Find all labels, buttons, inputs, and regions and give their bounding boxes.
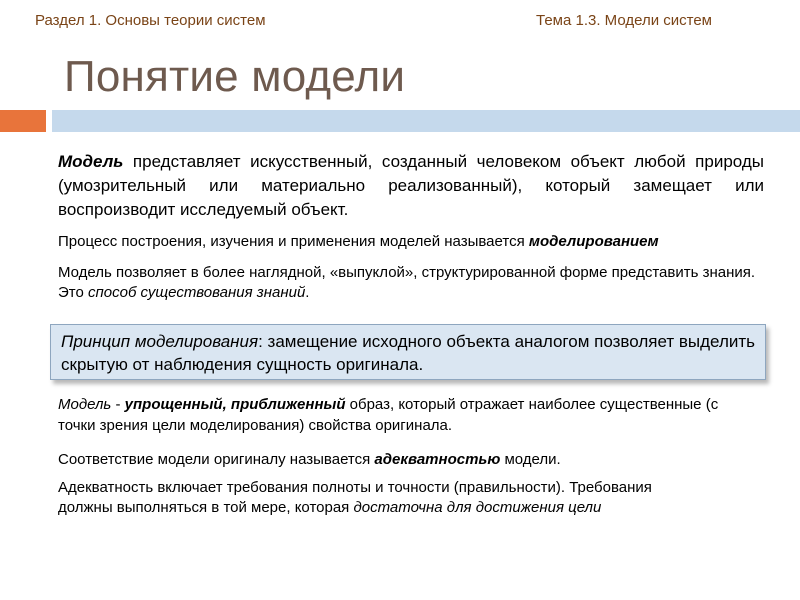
knowledge-italic: способ существования знаний [88, 284, 306, 301]
accent-bar-blue [52, 110, 800, 132]
principle-box [50, 324, 766, 380]
page-title: Понятие модели [64, 52, 406, 101]
simplified-term: упрощенный, приближенный [124, 396, 346, 413]
principle-term: Принцип моделирования [61, 332, 259, 351]
knowledge-end: . [305, 284, 310, 301]
modeling-process-text: Процесс построения, изучения и применения моделей называется [58, 233, 529, 250]
adequacy-end: модели. [500, 451, 561, 468]
principle-text: : замещение исходного объекта аналогом позволяет выделить скрытую от наблюдения сущность оригинала. [61, 332, 756, 374]
adequacy-term: адекватностью [374, 451, 501, 468]
model-definition-text: представляет искусственный, созданный человеком объект любой природы (умозрительный или материально реализованный), который замещает или воспроизводит исследуемый объект. [58, 152, 764, 219]
knowledge-paragraph [58, 263, 758, 303]
topic-header: Тема 1.3. Модели систем [536, 12, 712, 29]
modeling-process [58, 232, 778, 252]
requirements-text: Адекватность включает требования полноты и точности (правильности). Требования должны выполняться в той мере, которая [58, 479, 652, 516]
requirements-italic: достаточна для достижения цели [353, 499, 602, 516]
model-definition [58, 150, 764, 222]
adequacy-text: Соответствие модели оригиналу называется [58, 451, 375, 468]
adequacy-definition [58, 450, 778, 470]
model-italic: Модель [58, 396, 112, 413]
adequacy-requirements [58, 478, 698, 518]
section-header: Раздел 1. Основы теории систем [35, 12, 266, 29]
model-dash: - [111, 396, 125, 413]
model-simplified-text: образ, который отражает наиболее существенные (с точки зрения цели моделирования) свойства оригинала. [58, 396, 719, 434]
model-term: Модель [58, 152, 124, 171]
model-simplified [58, 394, 748, 436]
knowledge-text: Модель позволяет в более наглядной, «выпуклой», структурированной форме представить знания. Это [58, 264, 756, 301]
accent-bar-orange [0, 110, 46, 132]
modeling-term: моделированием [528, 233, 659, 250]
